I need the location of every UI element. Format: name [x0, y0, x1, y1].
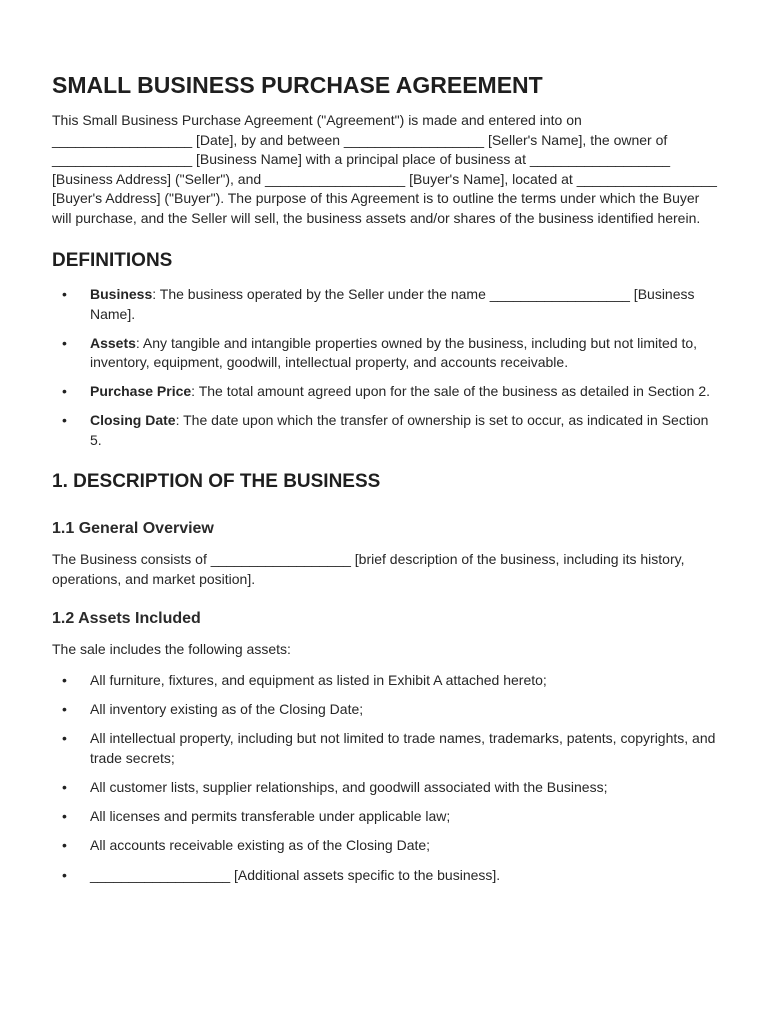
definition-term: Closing Date: [90, 412, 176, 428]
agreement-document: [52, 70, 722, 895]
definition-item-closing-date: [52, 411, 722, 450]
asset-text: __________________ [Additional assets specific to the business].: [90, 866, 501, 883]
asset-text: All customer lists, supplier relationships, and goodwill associated with the Business;: [90, 778, 608, 795]
asset-item: [52, 866, 722, 886]
section-1-heading: 1. DESCRIPTION OF THE BUSINESS: [52, 471, 381, 492]
bullet-icon: •: [62, 383, 67, 399]
definition-item-assets: [52, 334, 722, 373]
bullet-icon: •: [62, 334, 67, 351]
general-overview-heading: 1.1 General Overview: [52, 520, 214, 537]
definition-item-purchase-price: [52, 382, 722, 402]
definition-text: : The date upon which the transfer of ownership is set to occur, as indicated in Section 5.: [90, 412, 709, 448]
asset-text: All inventory existing as of the Closing Date;: [90, 700, 364, 717]
definitions-list: [52, 285, 722, 450]
asset-item: [52, 807, 722, 827]
asset-item: [52, 836, 722, 856]
definition-item-business: [52, 285, 722, 324]
intro-paragraph: This Small Business Purchase Agreement ("Agreement") is made and entered into on __________________ [Date], by and between __________________ [Seller's Name], the owner of __________________ [Business Name] with a principal place of business at __________________ [Business Address] ("Seller"), and __________________ [Buyer's Name], located at __________________ [Buyer's Address] ("Buyer"). The purpose of this Agreement is to outline the terms under which the Buyer will purchase, and the Seller will sell, the business assets and/or shares of the business identified herein.: [52, 112, 717, 226]
bullet-icon: •: [62, 286, 67, 302]
bullet-icon: •: [62, 808, 67, 825]
asset-text: All accounts receivable existing as of the Closing Date;: [90, 837, 431, 854]
asset-text: All furniture, fixtures, and equipment as listed in Exhibit A attached hereto;: [90, 671, 547, 688]
definition-text: : The total amount agreed upon for the sale of the business as detailed in Section 2.: [191, 383, 711, 399]
assets-included-heading: 1.2 Assets Included: [52, 610, 201, 627]
general-overview-text: The Business consists of __________________ [brief description of the business, including its history, operations, and market position].: [52, 551, 685, 587]
document-title: SMALL BUSINESS PURCHASE AGREEMENT: [52, 72, 543, 98]
definition-term: Assets: [90, 334, 136, 351]
bullet-icon: •: [62, 837, 67, 854]
definition-term: Business: [90, 286, 153, 302]
bullet-icon: •: [62, 866, 67, 883]
bullet-icon: •: [62, 700, 67, 717]
definition-text: : Any tangible and intangible properties owned by the business, including but not limited to, inventory, equipment, goodwill, intellectual property, and accounts receivable.: [90, 334, 698, 370]
asset-text: All licenses and permits transferable under applicable law;: [90, 808, 451, 825]
assets-included-intro: The sale includes the following assets:: [52, 641, 291, 657]
bullet-icon: •: [62, 412, 67, 428]
asset-item: [52, 778, 722, 798]
definition-text: : The business operated by the Seller under the name __________________ [Business Name].: [90, 286, 695, 322]
definitions-heading: DEFINITIONS: [52, 250, 173, 271]
bullet-icon: •: [62, 778, 67, 795]
assets-list: [52, 671, 722, 886]
asset-item: [52, 700, 722, 720]
asset-item: [52, 729, 722, 768]
bullet-icon: •: [62, 671, 67, 688]
definition-term: Purchase Price: [90, 383, 192, 399]
asset-item: [52, 671, 722, 691]
asset-text: All intellectual property, including but not limited to trade names, trademarks, patents, copyrights, and trade secrets;: [90, 730, 716, 766]
bullet-icon: •: [62, 730, 67, 747]
